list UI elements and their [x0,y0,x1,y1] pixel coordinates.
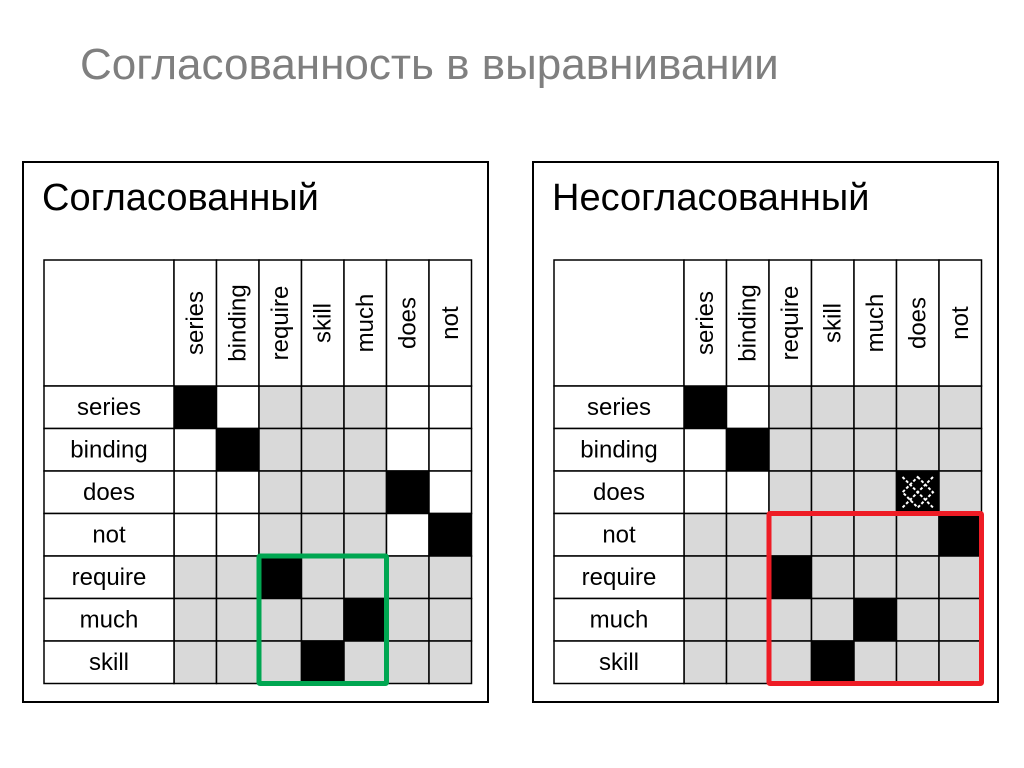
matrix-cell [259,514,302,557]
column-label: does [904,296,932,350]
matrix-cell [684,599,727,642]
matrix-cell [897,429,940,472]
matrix-cell [812,386,855,429]
matrix-cell [174,429,217,472]
matrix-cell [217,641,260,684]
matrix-cell [217,599,260,642]
matrix-cell [684,429,727,472]
column-label: skill [819,303,847,343]
aligned-cell [429,514,472,557]
matrix-cell [684,556,727,599]
matrix-cell [429,386,472,429]
aligned-cell [684,386,727,429]
matrix-cell [174,599,217,642]
matrix-cell [854,386,897,429]
row-label: series [586,393,652,421]
matrix-cell [344,386,387,429]
consistent-panel [22,161,489,703]
aligned-cell [727,429,770,472]
row-label: require [581,563,657,591]
matrix-cell [939,386,982,429]
aligned-cell [812,641,855,684]
matrix-cell [344,429,387,472]
column-label: binding [224,284,252,362]
matrix-cell [854,641,897,684]
matrix-cell [812,429,855,472]
matrix-cell [769,599,812,642]
consistent-panel-title: Согласованный [42,177,319,219]
aligned-cell [259,556,302,599]
matrix-cell [217,471,260,514]
matrix-cell [727,514,770,557]
column-label: not [436,306,464,340]
matrix-cell [302,429,345,472]
matrix-cell [854,556,897,599]
matrix-cell [174,641,217,684]
matrix-cell [897,386,940,429]
matrix-cell [429,641,472,684]
column-label: much [351,293,379,353]
inconsistent-alignment-matrix [554,260,982,685]
matrix-cell [769,471,812,514]
matrix-cell [344,641,387,684]
row-label: does [592,478,646,506]
matrix-cell [344,514,387,557]
consistent-alignment-matrix [44,260,472,685]
matrix-cell [259,429,302,472]
matrix-cell [302,599,345,642]
matrix-cell [812,599,855,642]
row-label: not [602,521,636,549]
matrix-cell [429,556,472,599]
matrix-cell [259,386,302,429]
matrix-cell [897,556,940,599]
aligned-cell [769,556,812,599]
column-label: skill [309,303,337,343]
matrix-cell [727,641,770,684]
matrix-cell [217,386,260,429]
matrix-cell [684,514,727,557]
row-label: skill [89,648,129,676]
row-label: much [589,606,649,634]
inconsistent-panel [532,161,999,703]
aligned-cell [344,599,387,642]
row-label: not [92,521,126,549]
aligned-cell [174,386,217,429]
matrix-cell [387,386,430,429]
aligned-cell [217,429,260,472]
matrix-cell [259,641,302,684]
column-label: series [181,290,209,356]
matrix-cell [217,514,260,557]
matrix-cell [387,556,430,599]
matrix-cell [727,471,770,514]
matrix-cell [174,471,217,514]
matrix-cell [302,471,345,514]
column-label: much [861,293,889,353]
matrix-cell [429,599,472,642]
matrix-cell [727,599,770,642]
matrix-cell [429,471,472,514]
matrix-svg [44,260,472,684]
matrix-cell [387,599,430,642]
column-label: series [691,290,719,356]
column-label: binding [734,284,762,362]
aligned-cell [302,641,345,684]
matrix-cell [769,514,812,557]
matrix-cell [217,556,260,599]
matrix-cell [387,429,430,472]
matrix-cell [684,641,727,684]
matrix-cell [302,514,345,557]
matrix-cell [939,471,982,514]
row-label: does [82,478,136,506]
matrix-cell [897,514,940,557]
matrix-svg [554,260,982,684]
matrix-cell [769,386,812,429]
matrix-cell [939,641,982,684]
aligned-cell [387,471,430,514]
matrix-cell [174,514,217,557]
matrix-cell [939,429,982,472]
matrix-cell [174,556,217,599]
matrix-cell [939,556,982,599]
matrix-cell [727,386,770,429]
matrix-cell [812,471,855,514]
matrix-cell [854,471,897,514]
matrix-cell [812,556,855,599]
matrix-cell [854,429,897,472]
matrix-cell [259,471,302,514]
matrix-cell [812,514,855,557]
aligned-cell [854,599,897,642]
aligned-cell [939,514,982,557]
matrix-cell [344,471,387,514]
matrix-cell [302,386,345,429]
row-label: skill [599,648,639,676]
matrix-cell [302,556,345,599]
row-label: binding [580,436,658,464]
matrix-cell [727,556,770,599]
row-label: much [79,606,139,634]
matrix-cell [897,599,940,642]
column-label: does [394,296,422,350]
matrix-cell [854,514,897,557]
row-label: binding [70,436,148,464]
matrix-cell [387,641,430,684]
column-label: require [776,285,804,361]
matrix-cell [387,514,430,557]
column-label: require [266,285,294,361]
matrix-cell [259,599,302,642]
matrix-cell [684,471,727,514]
matrix-cell [769,641,812,684]
row-label: series [76,393,142,421]
slide-title: Согласованность в выравнивании [80,40,779,89]
matrix-cell [939,599,982,642]
row-label: require [71,563,147,591]
column-label: not [946,306,974,340]
matrix-cell [344,556,387,599]
matrix-cell [769,429,812,472]
matrix-cell [429,429,472,472]
inconsistent-panel-title: Несогласованный [552,177,870,219]
matrix-cell [897,641,940,684]
